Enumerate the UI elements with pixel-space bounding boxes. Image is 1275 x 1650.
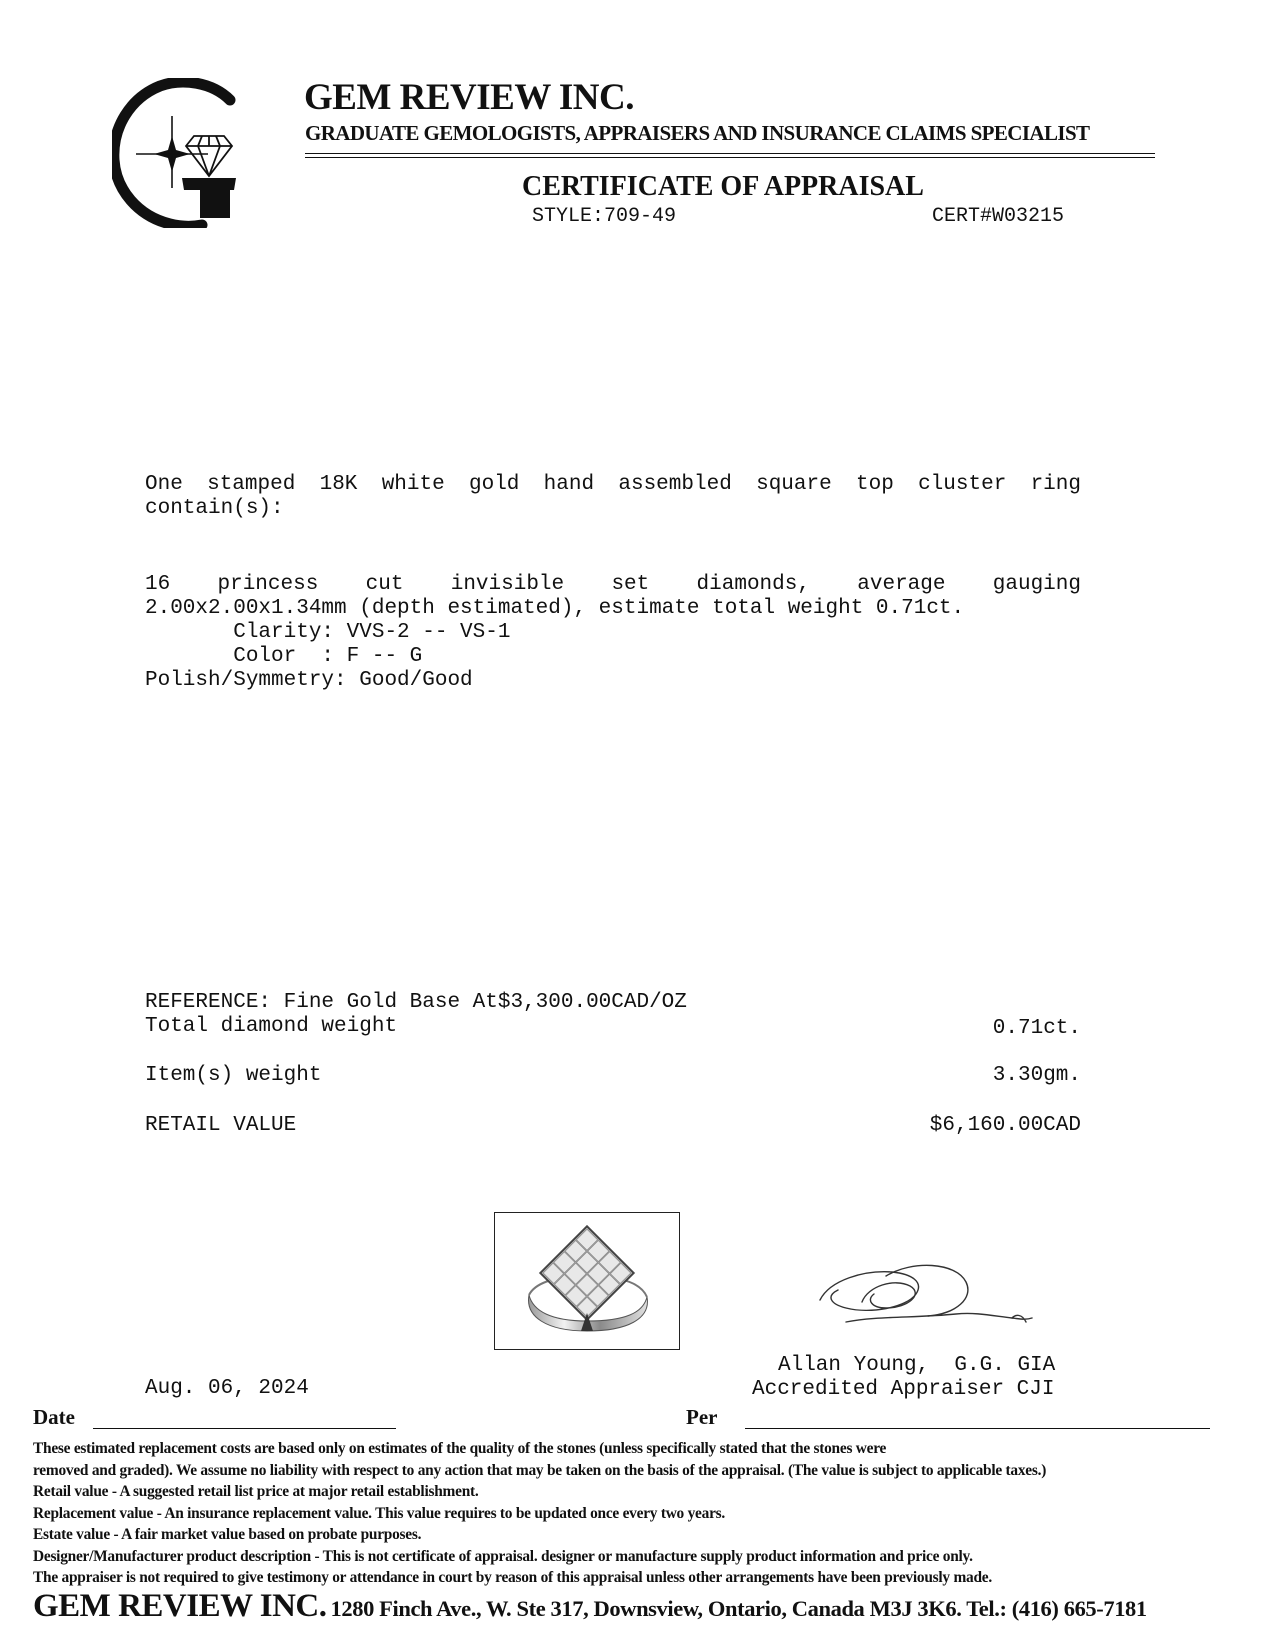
per-label: Per (686, 1405, 718, 1429)
clarity-grade: Clarity: VVS-2 -- VS-1 (145, 621, 511, 644)
company-logo (112, 78, 252, 228)
footer-address: 1280 Finch Ave., W. Ste 317, Downsview, Ontario, Canada M3J 3K6. Tel.: (416) 665-7181 (330, 1596, 1147, 1621)
disclaimer-line: The appraiser is not required to give testimony or attendance in court by reason of this appraisal unless other arrangements have been previously made. (33, 1569, 992, 1586)
footer (33, 1588, 1147, 1625)
certificate-title: CERTIFICATE OF APPRAISAL (522, 171, 924, 202)
disclaimer-line: Replacement value - An insurance replacement value. This value requires to be updated once every two years. (33, 1504, 725, 1522)
ring-photo (494, 1212, 680, 1350)
total-diamond-weight-label: Total diamond weight (145, 1015, 398, 1038)
disclaimer-line: removed and graded). We assume no liability with respect to any action that may be taken on the basis of the appraisal. (The value is subject to applicable taxes.) (33, 1461, 1047, 1479)
disclaimer-line: These estimated replacement costs are based only on estimates of the quality of the stones (unless specifically stated that the stones were (33, 1440, 887, 1457)
company-name: GEM REVIEW INC. (304, 77, 634, 118)
item-description-cont: contain(s): (145, 497, 284, 520)
retail-value-amount: $6,160.00CAD (929, 1114, 1081, 1137)
color-grade: Color : F -- G (145, 645, 423, 668)
date-line (93, 1428, 396, 1429)
appraiser-accreditation: Accredited Appraiser CJI (752, 1378, 1055, 1401)
disclaimer-line: Retail value - A suggested retail list price at major retail establishment. (33, 1483, 479, 1500)
item-weight-label: Item(s) weight (145, 1064, 322, 1087)
stones-description: 16 princess cut invisible set diamonds, average gauging (145, 573, 1081, 596)
footer-company: GEM REVIEW INC. (33, 1588, 327, 1624)
total-diamond-weight-value: 0.71ct. (992, 1017, 1081, 1040)
company-tagline: GRADUATE GEMOLOGISTS, APPRAISERS AND INSURANCE CLAIMS SPECIALIST (305, 121, 1090, 145)
header-rule (305, 157, 1155, 158)
disclaimer-line: Estate value - A fair market value based on probate purposes. (33, 1526, 422, 1543)
appraiser-signature (816, 1256, 1038, 1346)
disclaimer-line: Designer/Manufacturer product description - This is not certificate of appraisal. designer or manufacture supply product information and price only. (33, 1547, 973, 1565)
gold-reference: REFERENCE: Fine Gold Base At$3,300.00CAD/OZ (145, 991, 687, 1014)
item-weight-value: 3.30gm. (992, 1064, 1081, 1087)
item-description: One stamped 18K white gold hand assembled square top cluster ring (145, 473, 1081, 496)
appraiser-name: Allan Young, G.G. GIA (778, 1354, 1056, 1377)
retail-value-label: RETAIL VALUE (145, 1114, 297, 1137)
date-label: Date (33, 1405, 75, 1429)
certificate-number: CERT#W03215 (932, 205, 1065, 228)
polish-symmetry: Polish/Symmetry: Good/Good (145, 669, 473, 692)
style-number: STYLE:709-49 (532, 205, 677, 228)
stones-dimensions: 2.00x2.00x1.34mm (depth estimated), estimate total weight 0.71ct. (145, 597, 965, 620)
per-line (745, 1428, 1210, 1429)
header-rule (305, 153, 1155, 154)
disclaimer (33, 1438, 1253, 1589)
appraisal-date: Aug. 06, 2024 (145, 1377, 309, 1400)
